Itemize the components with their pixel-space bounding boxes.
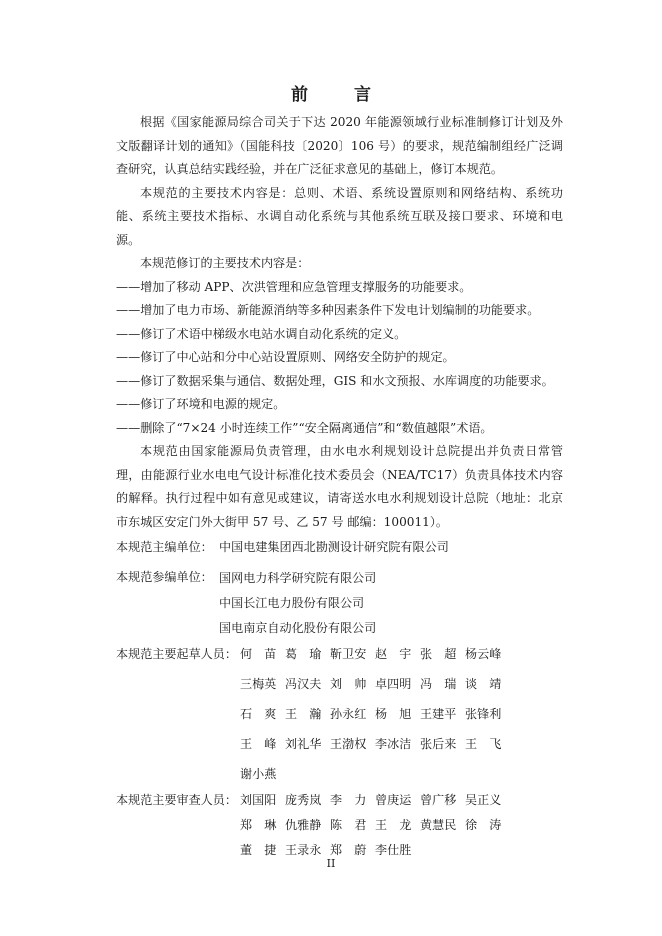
document-body <box>116 111 563 863</box>
drafter-name: 张 超 <box>420 646 457 661</box>
chief-editor-row <box>116 536 563 560</box>
reviewers-grid <box>240 788 510 863</box>
drafter-name: 冯 瑞 <box>420 676 457 691</box>
drafter-name: 王 瀚 <box>285 706 322 721</box>
drafter-name: 刘礼华 <box>285 736 322 751</box>
drafter-name: 王 飞 <box>465 736 502 751</box>
drafter-name: 谢小燕 <box>240 766 277 781</box>
revision-item: ——修订了中心站和分中心站设置原则、网络安全防护的规定。 <box>116 350 455 364</box>
paragraph-management: 本规范由国家能源局负责管理，由水电水利规划设计总院提出并负责日常管理，由能源行业水电电气设计标准化技术委员会（NEA/TC17）负责具体技术内容的解释。执行过程中如有意见或建议，请寄送水电水利规划设计总院（地址：北京市东城区安定门外大街甲 57 号、乙 57 号 邮编：100011）。 <box>116 444 563 529</box>
reviewer-name: 徐 涛 <box>465 817 502 832</box>
reviewer-name: 陈 君 <box>330 817 367 832</box>
drafter-name: 赵 宇 <box>375 646 412 661</box>
reviewer-name: 郑 琳 <box>240 817 277 832</box>
reviewer-name: 庞秀岚 <box>285 792 322 807</box>
drafter-name: 王 峰 <box>240 736 277 751</box>
revision-item: ——增加了电力市场、新能源消纳等多种因素条件下发电计划编制的功能要求。 <box>116 303 540 317</box>
reviewer-name: 仇雅静 <box>285 817 322 832</box>
revision-item: ——修订了环境和电源的规定。 <box>116 397 286 411</box>
reviewer-name: 曾庚运 <box>375 792 412 807</box>
chief-editor-label: 本规范主编单位： <box>116 540 213 554</box>
paragraph-main-content: 本规范的主要技术内容是：总则、术语、系统设置原则和网络结构、系统功能、系统主要技术指标、水调自动化系统与其他系统互联及接口要求、环境和电源。 <box>116 185 563 247</box>
participant-org: 国网电力科学研究院有限公司 <box>219 570 377 585</box>
reviewer-name: 董 捷 <box>240 842 277 857</box>
drafter-name: 李冰洁 <box>375 736 412 751</box>
revision-item: ——删除了“7×24 小时连续工作”“安全隔离通信”和“数值越限”术语。 <box>116 420 493 435</box>
drafter-name: 石 爽 <box>240 706 277 721</box>
drafter-name: 刘 帅 <box>330 676 367 691</box>
reviewers-label: 本规范主要审查人员： <box>116 792 237 807</box>
drafter-name: 张锋利 <box>465 706 502 721</box>
reviewer-name: 李 力 <box>330 792 367 807</box>
reviewer-name: 曾广移 <box>420 792 457 807</box>
drafter-name: 谈 靖 <box>465 676 502 691</box>
revision-item: ——修订了术语中梯级水电站水调自动化系统的定义。 <box>116 326 407 341</box>
drafters-label: 本规范主要起草人员： <box>116 646 237 661</box>
drafter-name: 三梅英 <box>240 676 277 691</box>
drafter-name: 卓四明 <box>375 676 412 691</box>
drafter-name: 冯汉夫 <box>285 676 322 691</box>
drafter-name: 葛 瑜 <box>285 646 322 661</box>
reviewer-name: 李仕胜 <box>375 842 412 857</box>
participant-org: 中国长江电力股份有限公司 <box>219 595 365 610</box>
paragraph-basis: 根据《国家能源局综合司关于下达 2020 年能源领域行业标准制修订计划及外文版翻译计划的通知》（国能科技〔2020〕106 号）的要求，规范编制组经广泛调查研究，认真总结实践经验，并在广泛征求意见的基础上，修订本规范。 <box>116 115 563 176</box>
drafter-name: 杨云峰 <box>465 646 502 661</box>
page-number: II <box>326 857 336 870</box>
chief-editor-org: 中国电建集团西北勘测设计研究院有限公司 <box>219 540 449 554</box>
participants-list <box>219 566 563 641</box>
drafter-name: 何 苗 <box>240 646 277 661</box>
reviewer-name: 王 龙 <box>375 817 412 832</box>
revision-list <box>116 276 563 441</box>
drafter-name: 王建平 <box>420 706 457 721</box>
drafters-section <box>116 642 563 787</box>
reviewers-section <box>116 788 563 863</box>
participants-row <box>116 566 563 641</box>
reviewer-name: 王录永 <box>285 842 322 857</box>
reviewer-name: 黄慧民 <box>420 817 457 832</box>
revision-item: ——增加了移动 APP、次洪管理和应急管理支撑服务的功能要求。 <box>116 279 472 294</box>
reviewer-name: 刘国阳 <box>240 792 277 807</box>
paragraph-revision-intro: 本规范修订的主要技术内容是： <box>140 256 310 270</box>
reviewer-name: 吴正义 <box>465 792 502 807</box>
revision-item: ——修订了数据采集与通信、数据处理，GIS 和水文预报、水库调度的功能要求。 <box>116 373 554 388</box>
drafter-name: 张后来 <box>420 736 457 751</box>
drafter-name: 杨 旭 <box>375 706 412 721</box>
drafter-name: 王渤权 <box>330 736 367 751</box>
page-title: 前 言 <box>291 85 391 105</box>
drafters-grid <box>240 642 510 787</box>
reviewer-name: 郑 蔚 <box>330 842 367 857</box>
participants-label: 本规范参编单位： <box>116 569 213 584</box>
participant-org: 国电南京自动化股份有限公司 <box>219 620 377 635</box>
drafter-name: 孙永红 <box>330 706 367 721</box>
drafter-name: 靳卫安 <box>330 646 367 661</box>
